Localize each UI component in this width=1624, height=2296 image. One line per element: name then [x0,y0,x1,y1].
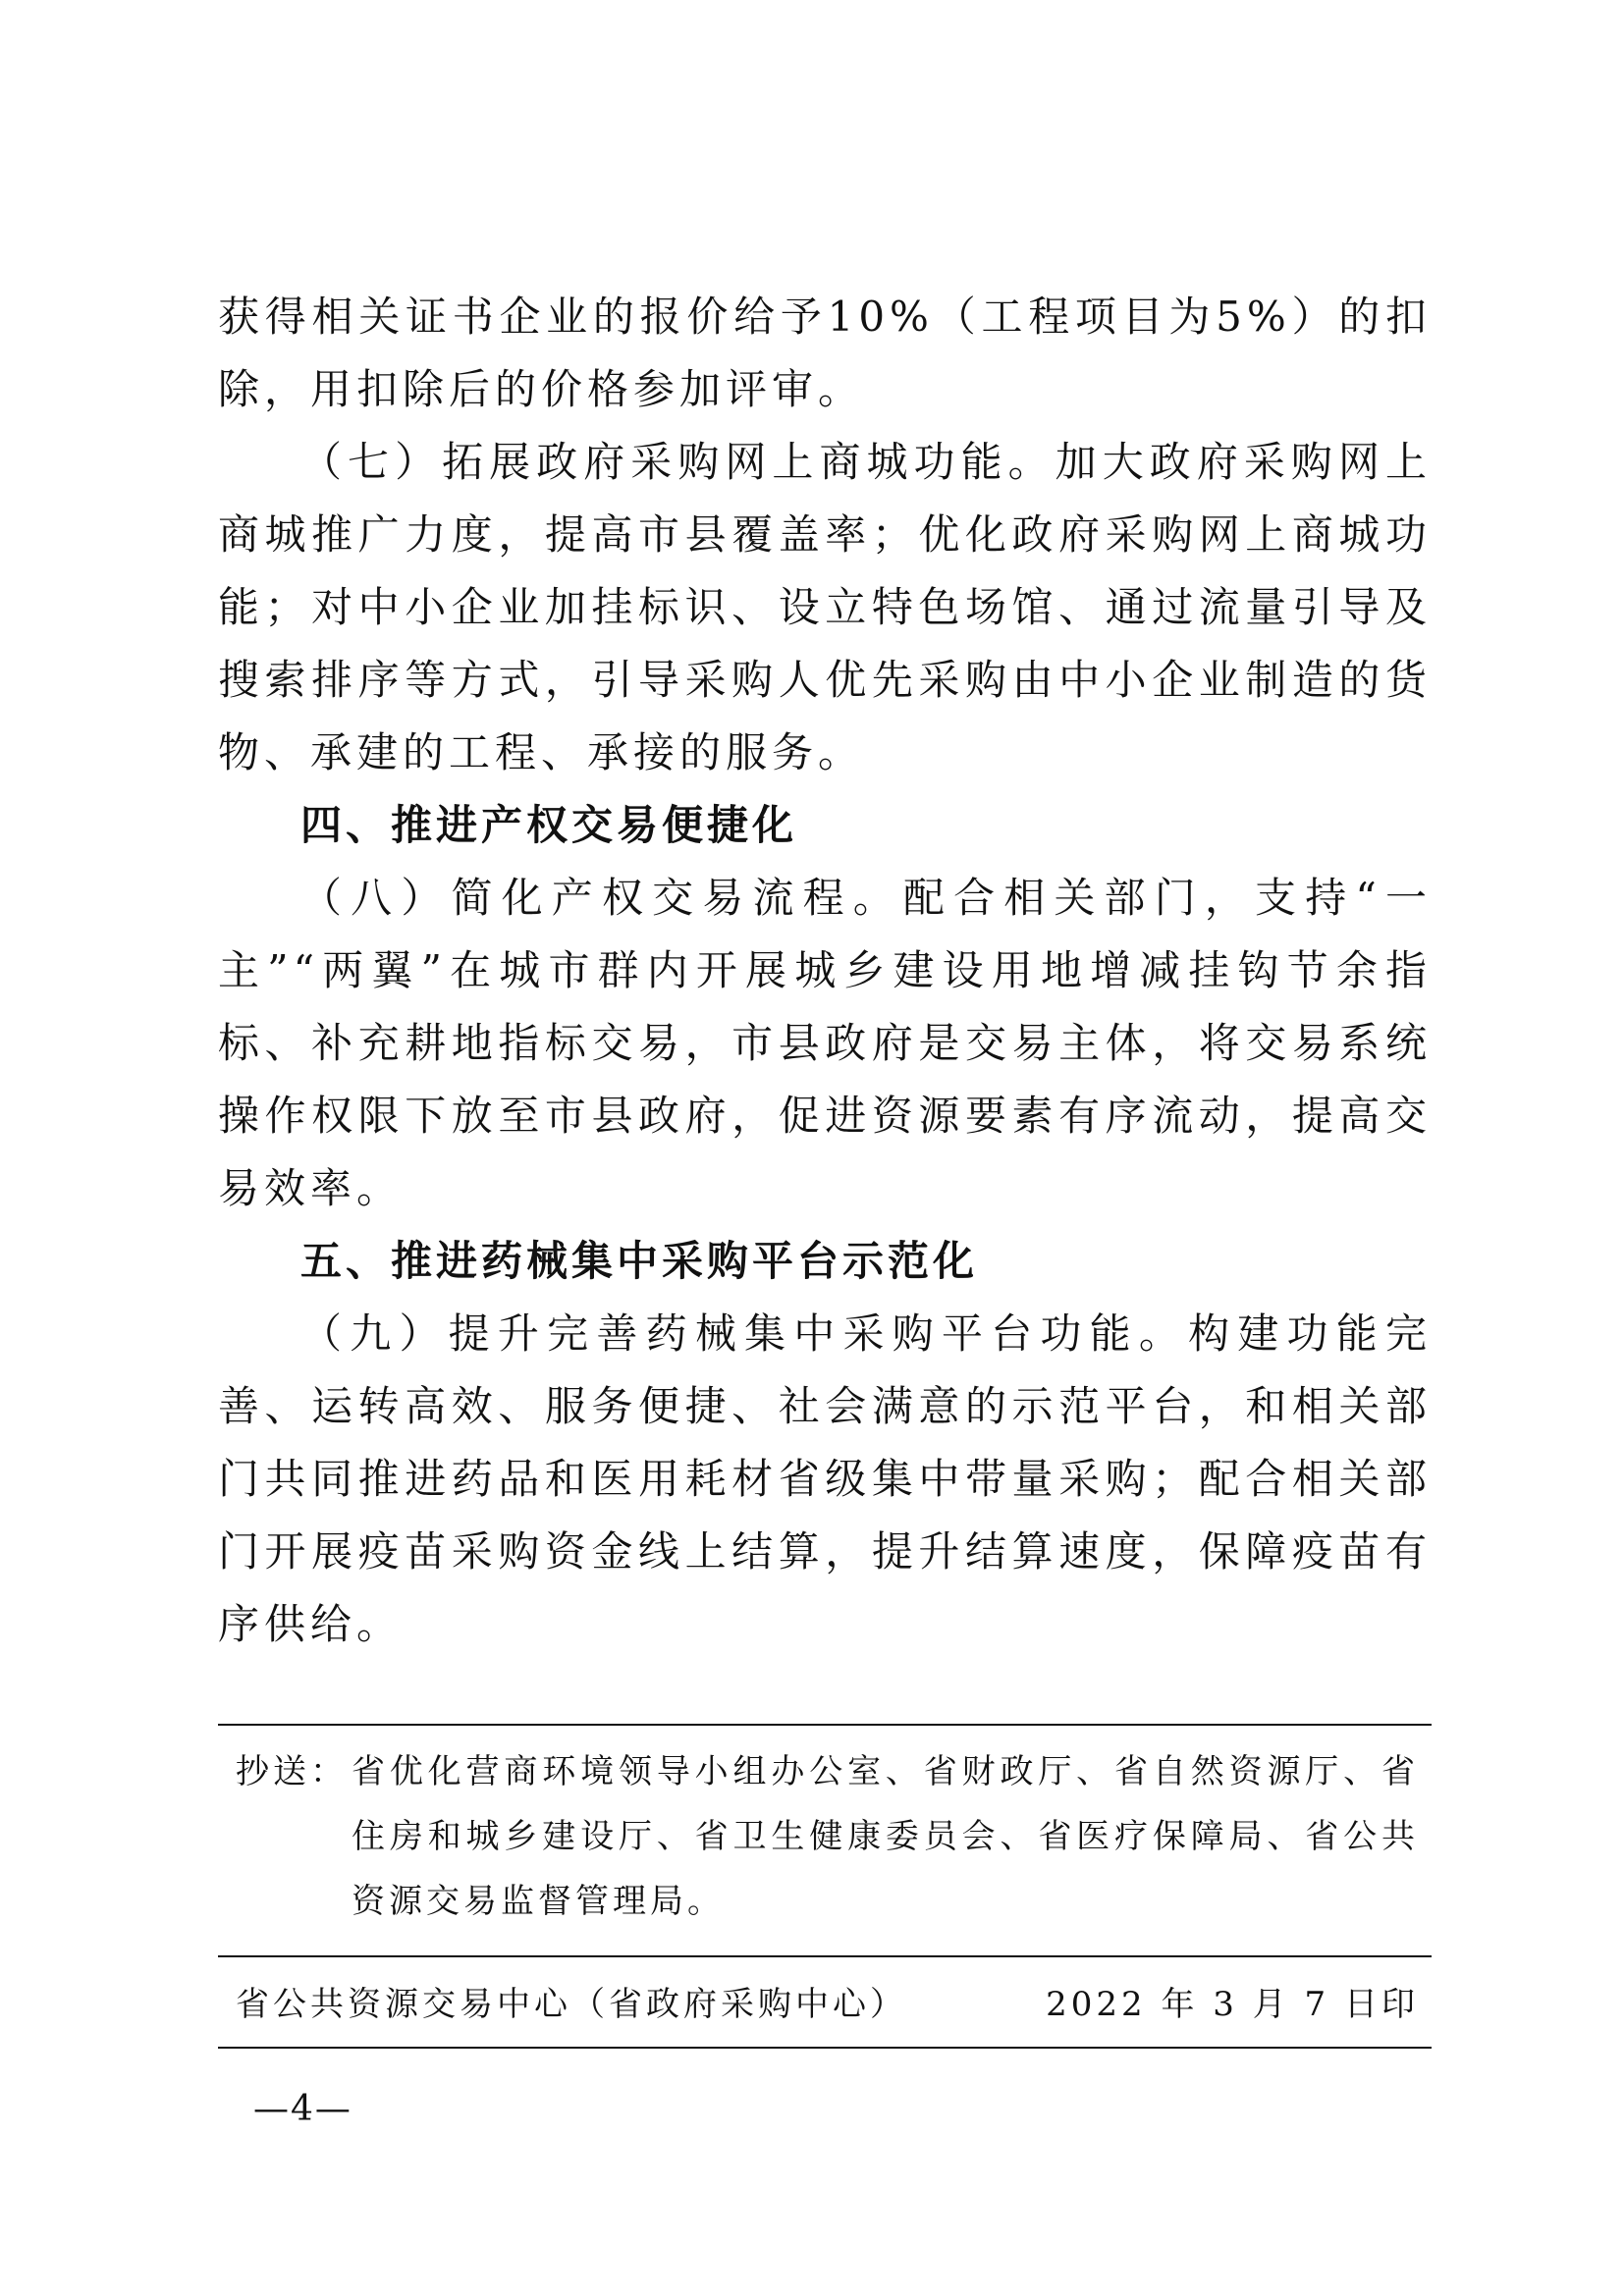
section-heading-property-rights: 四、推进产权交易便捷化 [300,801,798,849]
footer-top-rule [218,1724,1432,1726]
cc-block [236,1739,1419,1934]
cc-label: 抄送： [236,1752,348,1791]
document-body [218,281,1432,1661]
issuer-row [236,1980,1419,2029]
paragraph-price-deduction: 获得相关证书企业的报价给予10%（工程项目为5%）的扣除，用扣除后的价格参加评审。 [218,293,1432,413]
paragraph-online-mall: （七）拓展政府采购网上商城功能。加大政府采购网上商城推广力度，提高市县覆盖率；优化政府采购网上商城功能；对中小企业加挂标识、设立特色场馆、通过流量引导及搜索排序等方式，引导采购人优先采购由中小企业制造的货物、承建的工程、承接的服务。 [218,438,1432,776]
paragraph-property-trading: （八）简化产权交易流程。配合相关部门，支持“一主”“两翼”在城市群内开展城乡建设用地增减挂钩节余指标、补充耕地指标交易，市县政府是交易主体，将交易系统操作权限下放至市县政府，促进资源要素有序流动，提高交易效率。 [218,874,1432,1212]
issuer-name: 省公共资源交易中心（省政府采购中心） [236,1985,907,2024]
page-number: —4— [253,2089,352,2129]
cc-recipients: 省优化营商环境领导小组办公室、省财政厅、省自然资源厅、省住房和城乡建设厅、省卫生健康委员会、省医疗保障局、省公共资源交易监督管理局。 [352,1752,1419,1921]
section-heading-medical-procurement: 五、推进药械集中采购平台示范化 [300,1237,979,1285]
paragraph-medical-platform: （九）提升完善药械集中采购平台功能。构建功能完善、运转高效、服务便捷、社会满意的示范平台，和相关部门共同推进药品和医用耗材省级集中带量采购；配合相关部门开展疫苗采购资金线上结算，提升结算速度，保障疫苗有序供给。 [218,1309,1432,1648]
footer-bottom-rule [218,2047,1432,2049]
footer-middle-rule [218,1955,1432,1957]
print-date: 2022 年 3 月 7 日印 [1046,1985,1419,2024]
